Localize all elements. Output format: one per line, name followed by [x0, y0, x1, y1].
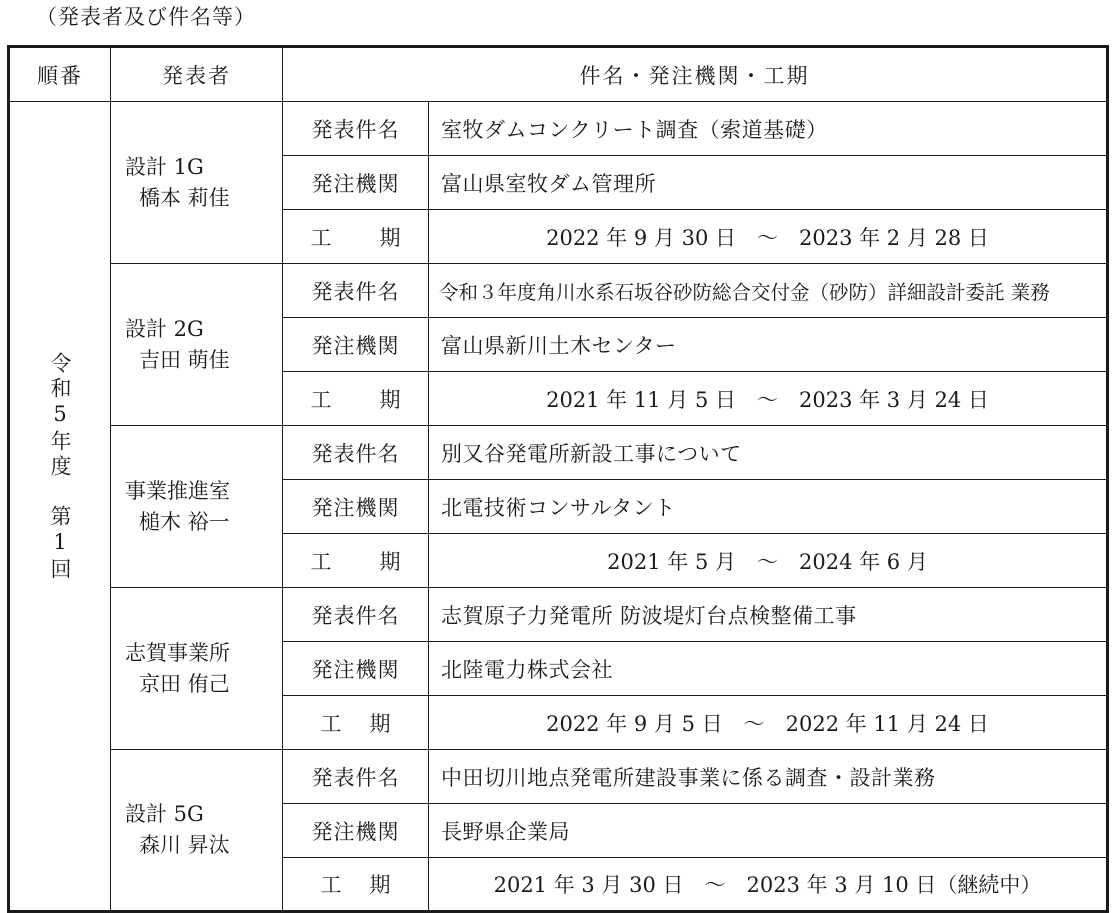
era-cell — [9, 102, 111, 912]
label-period: 工 期 — [283, 534, 429, 588]
project-client: 北陸電力株式会社 — [429, 642, 1108, 696]
presenter-dept: 志賀事業所 — [125, 640, 230, 665]
project-client: 長野県企業局 — [429, 804, 1108, 858]
label-client: 発注機関 — [283, 156, 429, 210]
presenter-name: 槌木 裕一 — [139, 509, 230, 534]
table-row — [9, 426, 1108, 480]
project-client: 富山県新川土木センター — [429, 318, 1108, 372]
header-row — [9, 47, 1108, 102]
label-title: 発表件名 — [283, 588, 429, 642]
presenter-name: 吉田 萌佳 — [139, 347, 230, 372]
project-title: 中田切川地点発電所建設事業に係る調査・設計業務 — [429, 750, 1108, 804]
project-period: 2021 年 5 月 ～ 2024 年 6 月 — [429, 534, 1108, 588]
label-title: 発表件名 — [283, 264, 429, 318]
label-client: 発注機関 — [283, 642, 429, 696]
header-order: 順番 — [9, 47, 111, 102]
era-label: 令和5年度 第1回 — [48, 352, 72, 583]
label-title: 発表件名 — [283, 750, 429, 804]
project-title: 令和３年度角川水系石坂谷砂防総合交付金（砂防）詳細設計委託 業務 — [429, 264, 1108, 318]
presenter-name: 京田 侑己 — [139, 671, 230, 696]
table-row — [9, 102, 1108, 156]
project-period: 2021 年 3 月 30 日 ～ 2023 年 3 月 10 日（継続中） — [429, 858, 1108, 912]
presenter-dept: 設計 5G — [125, 802, 204, 826]
project-client: 北電技術コンサルタント — [429, 480, 1108, 534]
project-period: 2022 年 9 月 5 日 ～ 2022 年 11 月 24 日 — [429, 696, 1108, 750]
project-title: 室牧ダムコンクリート調査（索道基礎） — [429, 102, 1108, 156]
presenter-dept: 設計 2G — [125, 316, 204, 341]
presentation-schedule-table — [7, 45, 1109, 913]
header-presenter: 発表者 — [111, 47, 283, 102]
project-period: 2022 年 9 月 30 日 ～ 2023 年 2 月 28 日 — [429, 210, 1108, 264]
table-row — [9, 750, 1108, 804]
label-client: 発注機関 — [283, 318, 429, 372]
label-period: 工 期 — [283, 372, 429, 426]
presenter-name: 橋本 莉佳 — [139, 185, 230, 210]
presenter-cell — [111, 264, 283, 426]
presenter-name: 森川 昇汰 — [139, 833, 230, 857]
document-caption: （発表者及び件名等） — [36, 5, 256, 29]
label-client: 発注機関 — [283, 480, 429, 534]
presenter-cell — [111, 588, 283, 750]
label-title: 発表件名 — [283, 102, 429, 156]
label-period: 工 期 — [283, 858, 429, 912]
project-title: 別又谷発電所新設工事について — [429, 426, 1108, 480]
label-client: 発注機関 — [283, 804, 429, 858]
label-period: 工 期 — [283, 696, 429, 750]
presenter-dept: 事業推進室 — [125, 478, 230, 503]
presenter-cell — [111, 426, 283, 588]
table-row — [9, 264, 1108, 318]
presenter-dept: 設計 1G — [125, 154, 204, 179]
project-period: 2021 年 11 月 5 日 ～ 2023 年 3 月 24 日 — [429, 372, 1108, 426]
label-period: 工 期 — [283, 210, 429, 264]
project-title: 志賀原子力発電所 防波堤灯台点検整備工事 — [429, 588, 1108, 642]
project-client: 富山県室牧ダム管理所 — [429, 156, 1108, 210]
header-details: 件名・発注機関・工期 — [283, 47, 1108, 102]
label-title: 発表件名 — [283, 426, 429, 480]
presenter-cell — [111, 102, 283, 264]
table-row — [9, 588, 1108, 642]
presenter-cell — [111, 750, 283, 912]
